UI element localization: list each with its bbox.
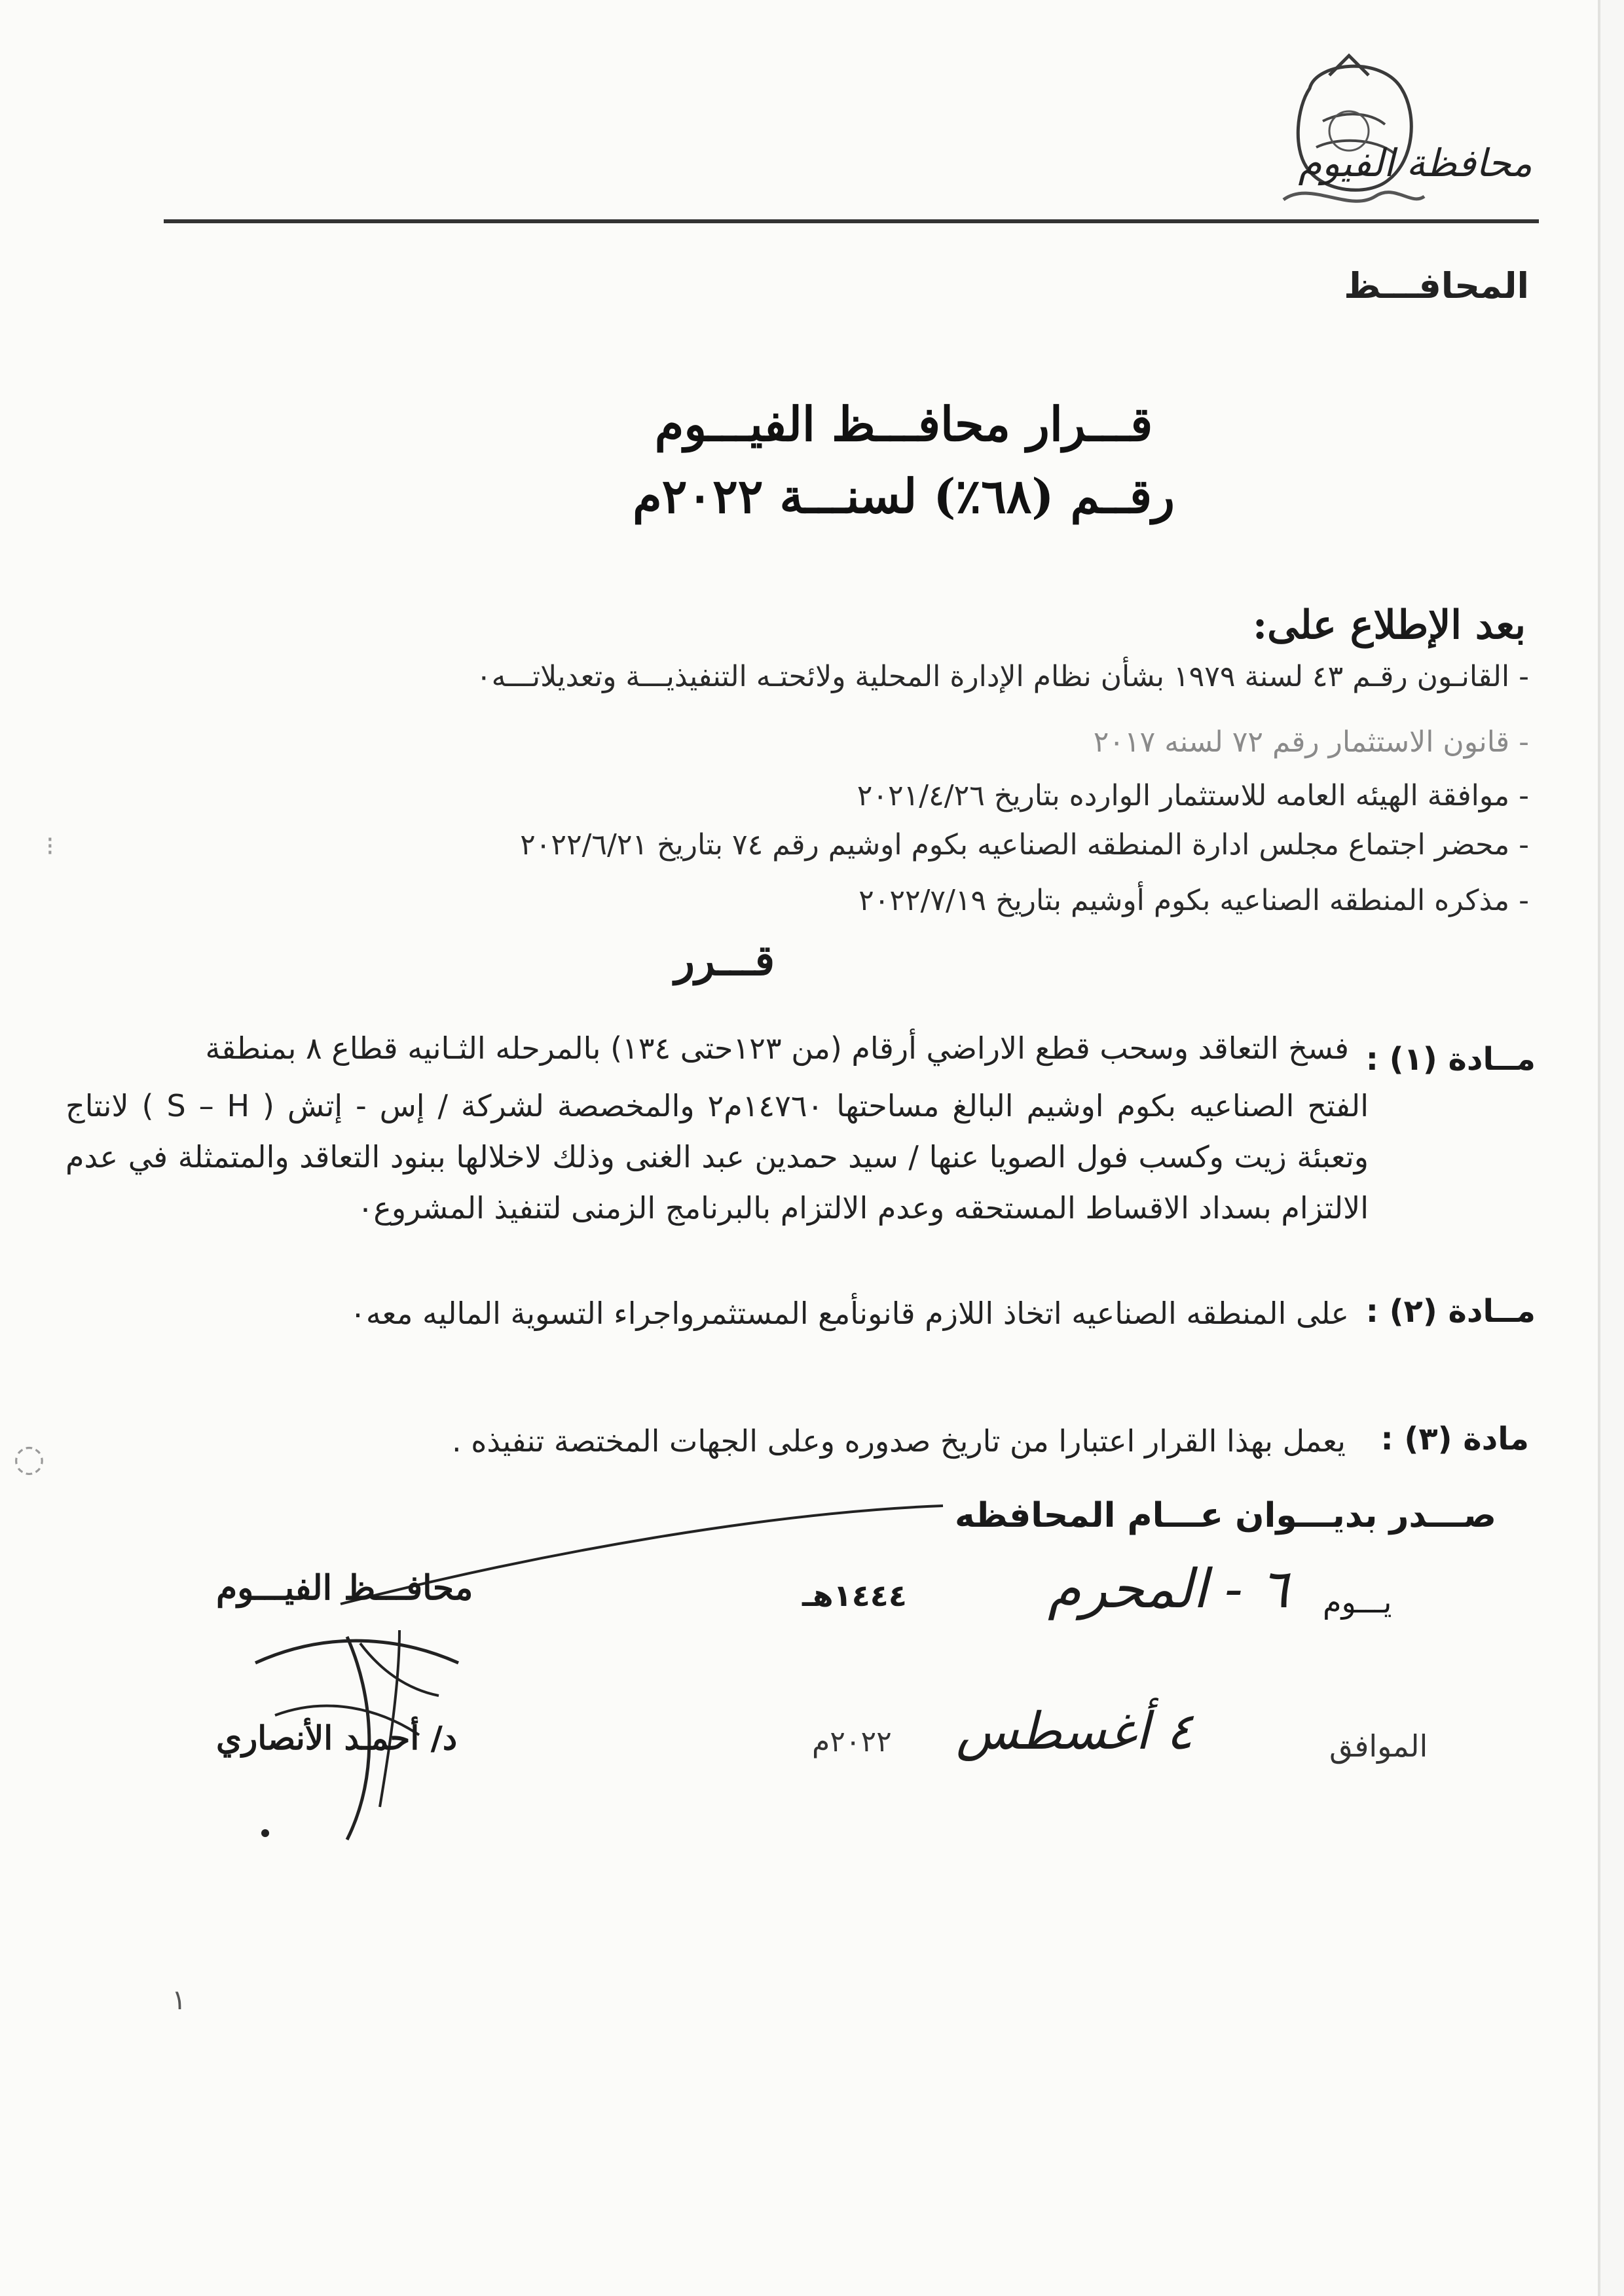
article-2-label: مــادة (٢) : xyxy=(1365,1293,1536,1330)
issued-at: صـــدر بديـــوان عـــام المحافظه xyxy=(955,1496,1496,1535)
preamble-item: - مذكره المنطقه الصناعيه بكوم أوشيم بتاريخ ٢٠٢٢/٧/١٩ xyxy=(858,884,1529,917)
signatory-name: د/ أحمـد الأنصاري xyxy=(216,1719,458,1757)
preamble-item: - قانون الاستثمار رقم ٧٢ لسنه ٢٠١٧ xyxy=(1093,725,1529,759)
scan-artifact: ◌ xyxy=(13,1437,45,1480)
preamble-item: - محضر اجتماع مجلس ادارة المنطقه الصناعيه بكوم اوشيم رقم ٧٤ بتاريخ ٢٠٢٢/٦/٢١ xyxy=(520,828,1529,862)
signatory-title: محافـــظ الفيـــوم xyxy=(216,1568,473,1608)
handwritten-hijri-date: ٦ - المحرم xyxy=(1048,1558,1289,1620)
article-2-text: على المنطقه الصناعيه اتخاذ اللازم قانونأمع المستثمرواجراء التسوية الماليه معه٠ xyxy=(350,1296,1349,1331)
article-1-text: فسخ التعاقد وسحب قطع الاراضي أرقام (من ١٢٣حتى ١٣٤) بالمرحله الثـانيه قطاع ٨ بمنطقة xyxy=(205,1030,1349,1066)
handwritten-signature xyxy=(249,1499,969,1866)
day-label: يـــوم xyxy=(1323,1584,1392,1620)
decree-title: قـــرار محافـــظ الفيـــوم xyxy=(654,396,1153,452)
article-3-label: مادة (٣) : xyxy=(1380,1421,1529,1457)
gregorian-year: ٢٠٢٢م xyxy=(812,1725,892,1758)
preamble-item: - القانـون رقـم ٤٣ لسنة ١٩٧٩ بشأن نظام الإدارة المحلية ولائحتـه التنفيذيـــة وتعديلاتـــه٠ xyxy=(475,660,1529,693)
office-title: المحافـــظ xyxy=(1344,265,1529,306)
preamble-item: - موافقة الهيئه العامه للاستثمار الوارده بتاريخ ٢٠٢١/٤/٢٦ xyxy=(857,779,1529,812)
page-mark: ١ xyxy=(172,1984,187,2016)
preamble-heading: بعد الإطلاع على: xyxy=(1253,602,1526,648)
hijri-year: ١٤٤٤هـ xyxy=(802,1578,907,1613)
scan-artifact: ⁝ xyxy=(46,831,54,862)
decree-number: رقــم (٦٨٪) لسنـــة ٢٠٢٢م xyxy=(633,468,1175,524)
governorate-name: محافظة الفيوم xyxy=(1298,141,1532,185)
header-divider xyxy=(164,219,1539,223)
corresponding-label: الموافق xyxy=(1329,1728,1428,1764)
handwritten-gregorian-date: ٤ أغسطس xyxy=(956,1702,1194,1761)
decided-heading: قـــرر xyxy=(674,936,775,985)
article-1-continuation: الفتح الصناعيه بكوم اوشيم البالغ مساحتها ١٤٧٦٠م٢ والمخصصة لشركة / إس - إتش ( S – H ) لانتاج وتعبئة زيت وكسب فول الصويا عنها / سيد حمدين عبد الغنى وذلك لاخلالها ببنود التعاقد والمتمثلة في عدم الالتزام بسداد الاقساط المستحقه وعدم الالتزام بالبرنامج الزمنى لتنفيذ المشروع٠ xyxy=(65,1088,1369,1226)
article-3-text: يعمل بهذا القرار اعتبارا من تاريخ صدوره وعلى الجهات المختصة تنفيذه . xyxy=(451,1423,1346,1459)
article-1-label: مــادة (١) : xyxy=(1365,1041,1536,1078)
